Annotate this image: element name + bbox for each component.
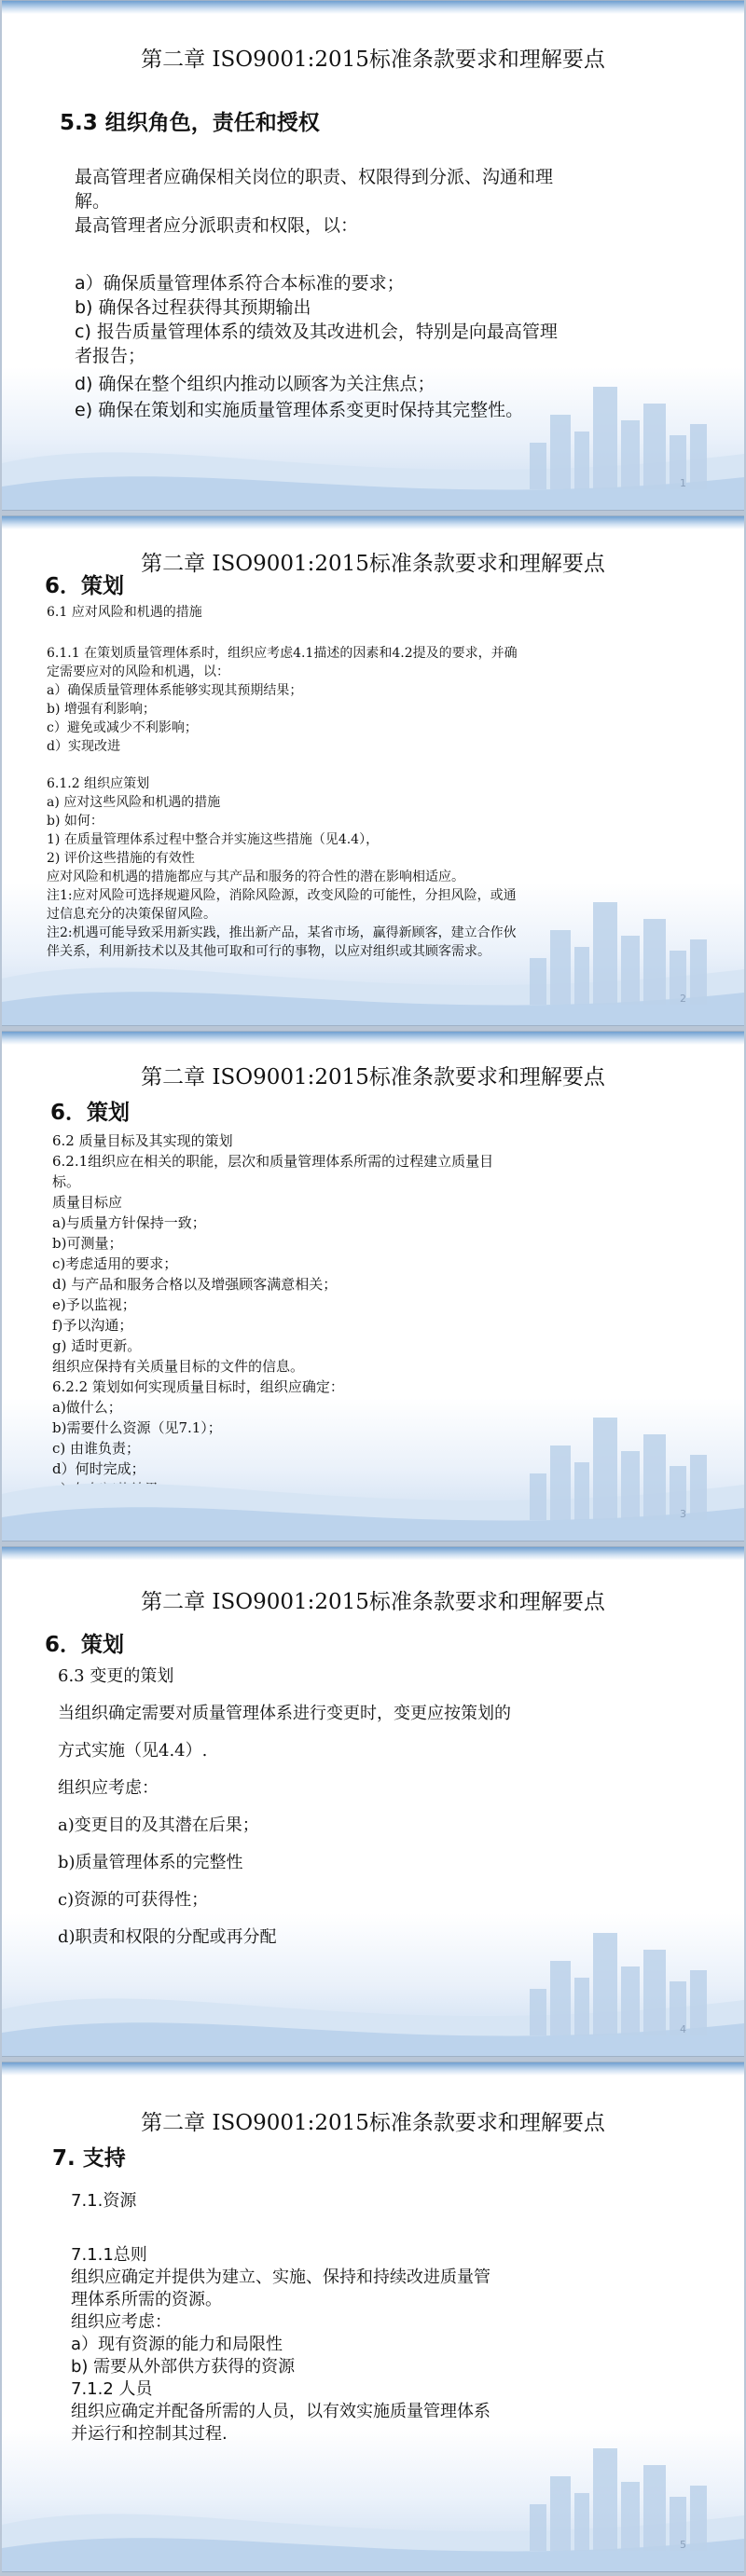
body-line: 6.1.1 在策划质量管理体系时，组织应考虑4.1描述的因素和4.2提及的要求，并确	[47, 646, 518, 661]
body-line: d）何时完成；	[52, 1460, 145, 1477]
city-skyline-image	[530, 893, 707, 1005]
body-line: 最高管理者应确保相关岗位的职责、权限得到分派、沟通和理	[75, 167, 554, 187]
page-number: 2	[680, 993, 686, 1005]
slide-title: 第二章 ISO9001:2015标准条款要求和理解要点	[141, 2111, 605, 2135]
body-line: a)变更目的及其潜在后果；	[58, 1816, 259, 1835]
section-heading: 5.3 组织角色，责任和授权	[60, 111, 320, 135]
body-line: a)做什么；	[52, 1399, 122, 1416]
body-line: d) 与产品和服务合格以及增强顾客满意相关；	[52, 1276, 338, 1293]
body-line: e)予以监视；	[52, 1296, 136, 1313]
slide-title: 第二章 ISO9001:2015标准条款要求和理解要点	[141, 1590, 605, 1614]
body-line: b) 增强有利影响；	[47, 702, 156, 717]
city-skyline-image	[530, 1408, 707, 1520]
body-line: 标。	[52, 1173, 81, 1190]
body-line: 并运行和控制其过程.	[71, 2424, 228, 2444]
body-line: 者报告；	[75, 346, 146, 366]
body-line: c) 由谁负责；	[52, 1440, 141, 1457]
body-line: 2) 评价这些措施的有效性	[47, 851, 195, 866]
body-line: c）避免或减少不利影响；	[47, 720, 198, 735]
body-line: 6.2 质量目标及其实现的策划	[52, 1132, 233, 1149]
body-line: c) 报告质量管理体系的绩效及其改进机会，特别是向最高管理	[75, 322, 558, 342]
body-line: 组织应考虑：	[58, 1778, 159, 1798]
slide-title: 第二章 ISO9001:2015标准条款要求和理解要点	[141, 552, 605, 576]
body-line: 7.1.2 人员	[71, 2379, 153, 2399]
body-line: 过信息充分的决策保留风险。	[47, 907, 216, 922]
body-line: b) 确保各过程获得其预期输出	[75, 297, 311, 318]
slide-2	[2, 515, 744, 1026]
page-number: 3	[680, 1508, 686, 1520]
body-line: a) 应对这些风险和机遇的措施	[47, 795, 221, 810]
body-line: f)予以沟通；	[52, 1317, 133, 1334]
slide-4	[2, 1546, 744, 2057]
body-line: a）现有资源的能力和局限性	[71, 2335, 283, 2354]
body-line: a）确保质量管理体系能够实现其预期结果；	[47, 683, 303, 698]
body-line: d)职责和权限的分配或再分配	[58, 1927, 277, 1947]
body-line: 组织应保持有关质量目标的文件的信息。	[52, 1358, 305, 1375]
body-line: 组织应考虑：	[71, 2312, 172, 2332]
body-line: d) 确保在整个组织内推动以顾客为关注焦点；	[75, 374, 435, 394]
page-number: 5	[680, 2539, 686, 2551]
body-line: a)与质量方针保持一致；	[52, 1214, 206, 1231]
body-line: 6.3 变更的策划	[58, 1666, 174, 1686]
body-line: a）确保质量管理体系符合本标准的要求；	[75, 273, 405, 294]
body-line: 注1:应对风险可选择规避风险，消除风险源，改变风险的可能性，分担风险，或通	[47, 888, 517, 903]
body-line: 7.1.资源	[71, 2191, 137, 2211]
body-line: b)需要什么资源（见7.1）；	[52, 1419, 222, 1436]
body-line: c)资源的可获得性；	[58, 1890, 209, 1910]
body-line: 方式实施（见4.4）.	[58, 1741, 208, 1761]
body-line: g) 适时更新。	[52, 1337, 142, 1354]
page-number: 1	[680, 477, 686, 489]
body-line: b)可测量；	[52, 1235, 123, 1252]
slide-top-band	[2, 1032, 744, 1045]
slide-title: 第二章 ISO9001:2015标准条款要求和理解要点	[141, 48, 605, 72]
section-heading: 7. 支持	[52, 2146, 126, 2171]
city-skyline-image	[530, 377, 707, 489]
body-line: b)质量管理体系的完整性	[58, 1853, 243, 1872]
body-line: 解。	[75, 191, 111, 212]
slide-top-band	[2, 1547, 744, 1560]
body-line: d）实现改进	[47, 739, 120, 754]
body-line: 6.1.2 组织应策划	[47, 776, 150, 791]
city-skyline-image	[530, 1924, 707, 2035]
page-number: 4	[680, 2023, 686, 2035]
body-line: 7.1.1总则	[71, 2245, 147, 2265]
body-line: 6.2.2 策划如何实现质量目标时，组织应确定：	[52, 1378, 344, 1395]
body-line: 注2:机遇可能导致采用新实践，推出新产品，某省市场，赢得新顾客，建立合作伙	[47, 925, 517, 940]
body-line: 组织应确定并提供为建立、实施、保持和持续改进质量管	[71, 2268, 490, 2287]
body-line: 当组织确定需要对质量管理体系进行变更时，变更应按策划的	[58, 1704, 511, 1723]
body-line: c)考虑适用的要求；	[52, 1255, 178, 1272]
body-line: 1) 在质量管理体系过程中整合并实施这些措施（见4.4），	[47, 832, 380, 847]
slide-3	[2, 1031, 744, 1541]
body-line: b) 如何：	[47, 814, 104, 829]
slide-top-band	[2, 1, 744, 14]
slide-5	[2, 2062, 744, 2572]
slide-top-band	[2, 2062, 744, 2076]
section-heading: 6．策划	[45, 574, 125, 598]
slide-1	[2, 0, 744, 511]
body-line: 组织应确定并配备所需的人员，以有效实施质量管理体系	[71, 2402, 490, 2421]
slide-top-band	[2, 516, 744, 529]
body-line: 理体系所需的资源。	[71, 2290, 222, 2309]
section-heading: 6．策划	[50, 1101, 131, 1125]
body-line: 定需要应对的风险和机遇，以：	[47, 665, 229, 679]
body-line: 应对风险和机遇的措施都应与其产品和服务的符合性的潜在影响相适应。	[47, 870, 464, 884]
section-heading: 6．策划	[45, 1633, 125, 1657]
body-line: 质量目标应	[52, 1194, 123, 1211]
body-line: b) 需要从外部供方获得的资源	[71, 2357, 296, 2377]
body-line: 最高管理者应分派职责和权限，以：	[75, 215, 359, 236]
body-line: 6.2.1组织应在相关的职能，层次和质量管理体系所需的过程建立质量目	[52, 1153, 494, 1170]
city-skyline-image	[530, 2439, 707, 2551]
body-line: 6.1 应对风险和机遇的措施	[47, 605, 202, 620]
slide-title: 第二章 ISO9001:2015标准条款要求和理解要点	[141, 1065, 605, 1089]
body-line: e) 确保在策划和实施质量管理体系变更时保持其完整性。	[75, 400, 524, 420]
body-line: 伴关系，利用新技术以及其他可取和可行的事物，以应对组织或其顾客需求。	[47, 944, 490, 959]
